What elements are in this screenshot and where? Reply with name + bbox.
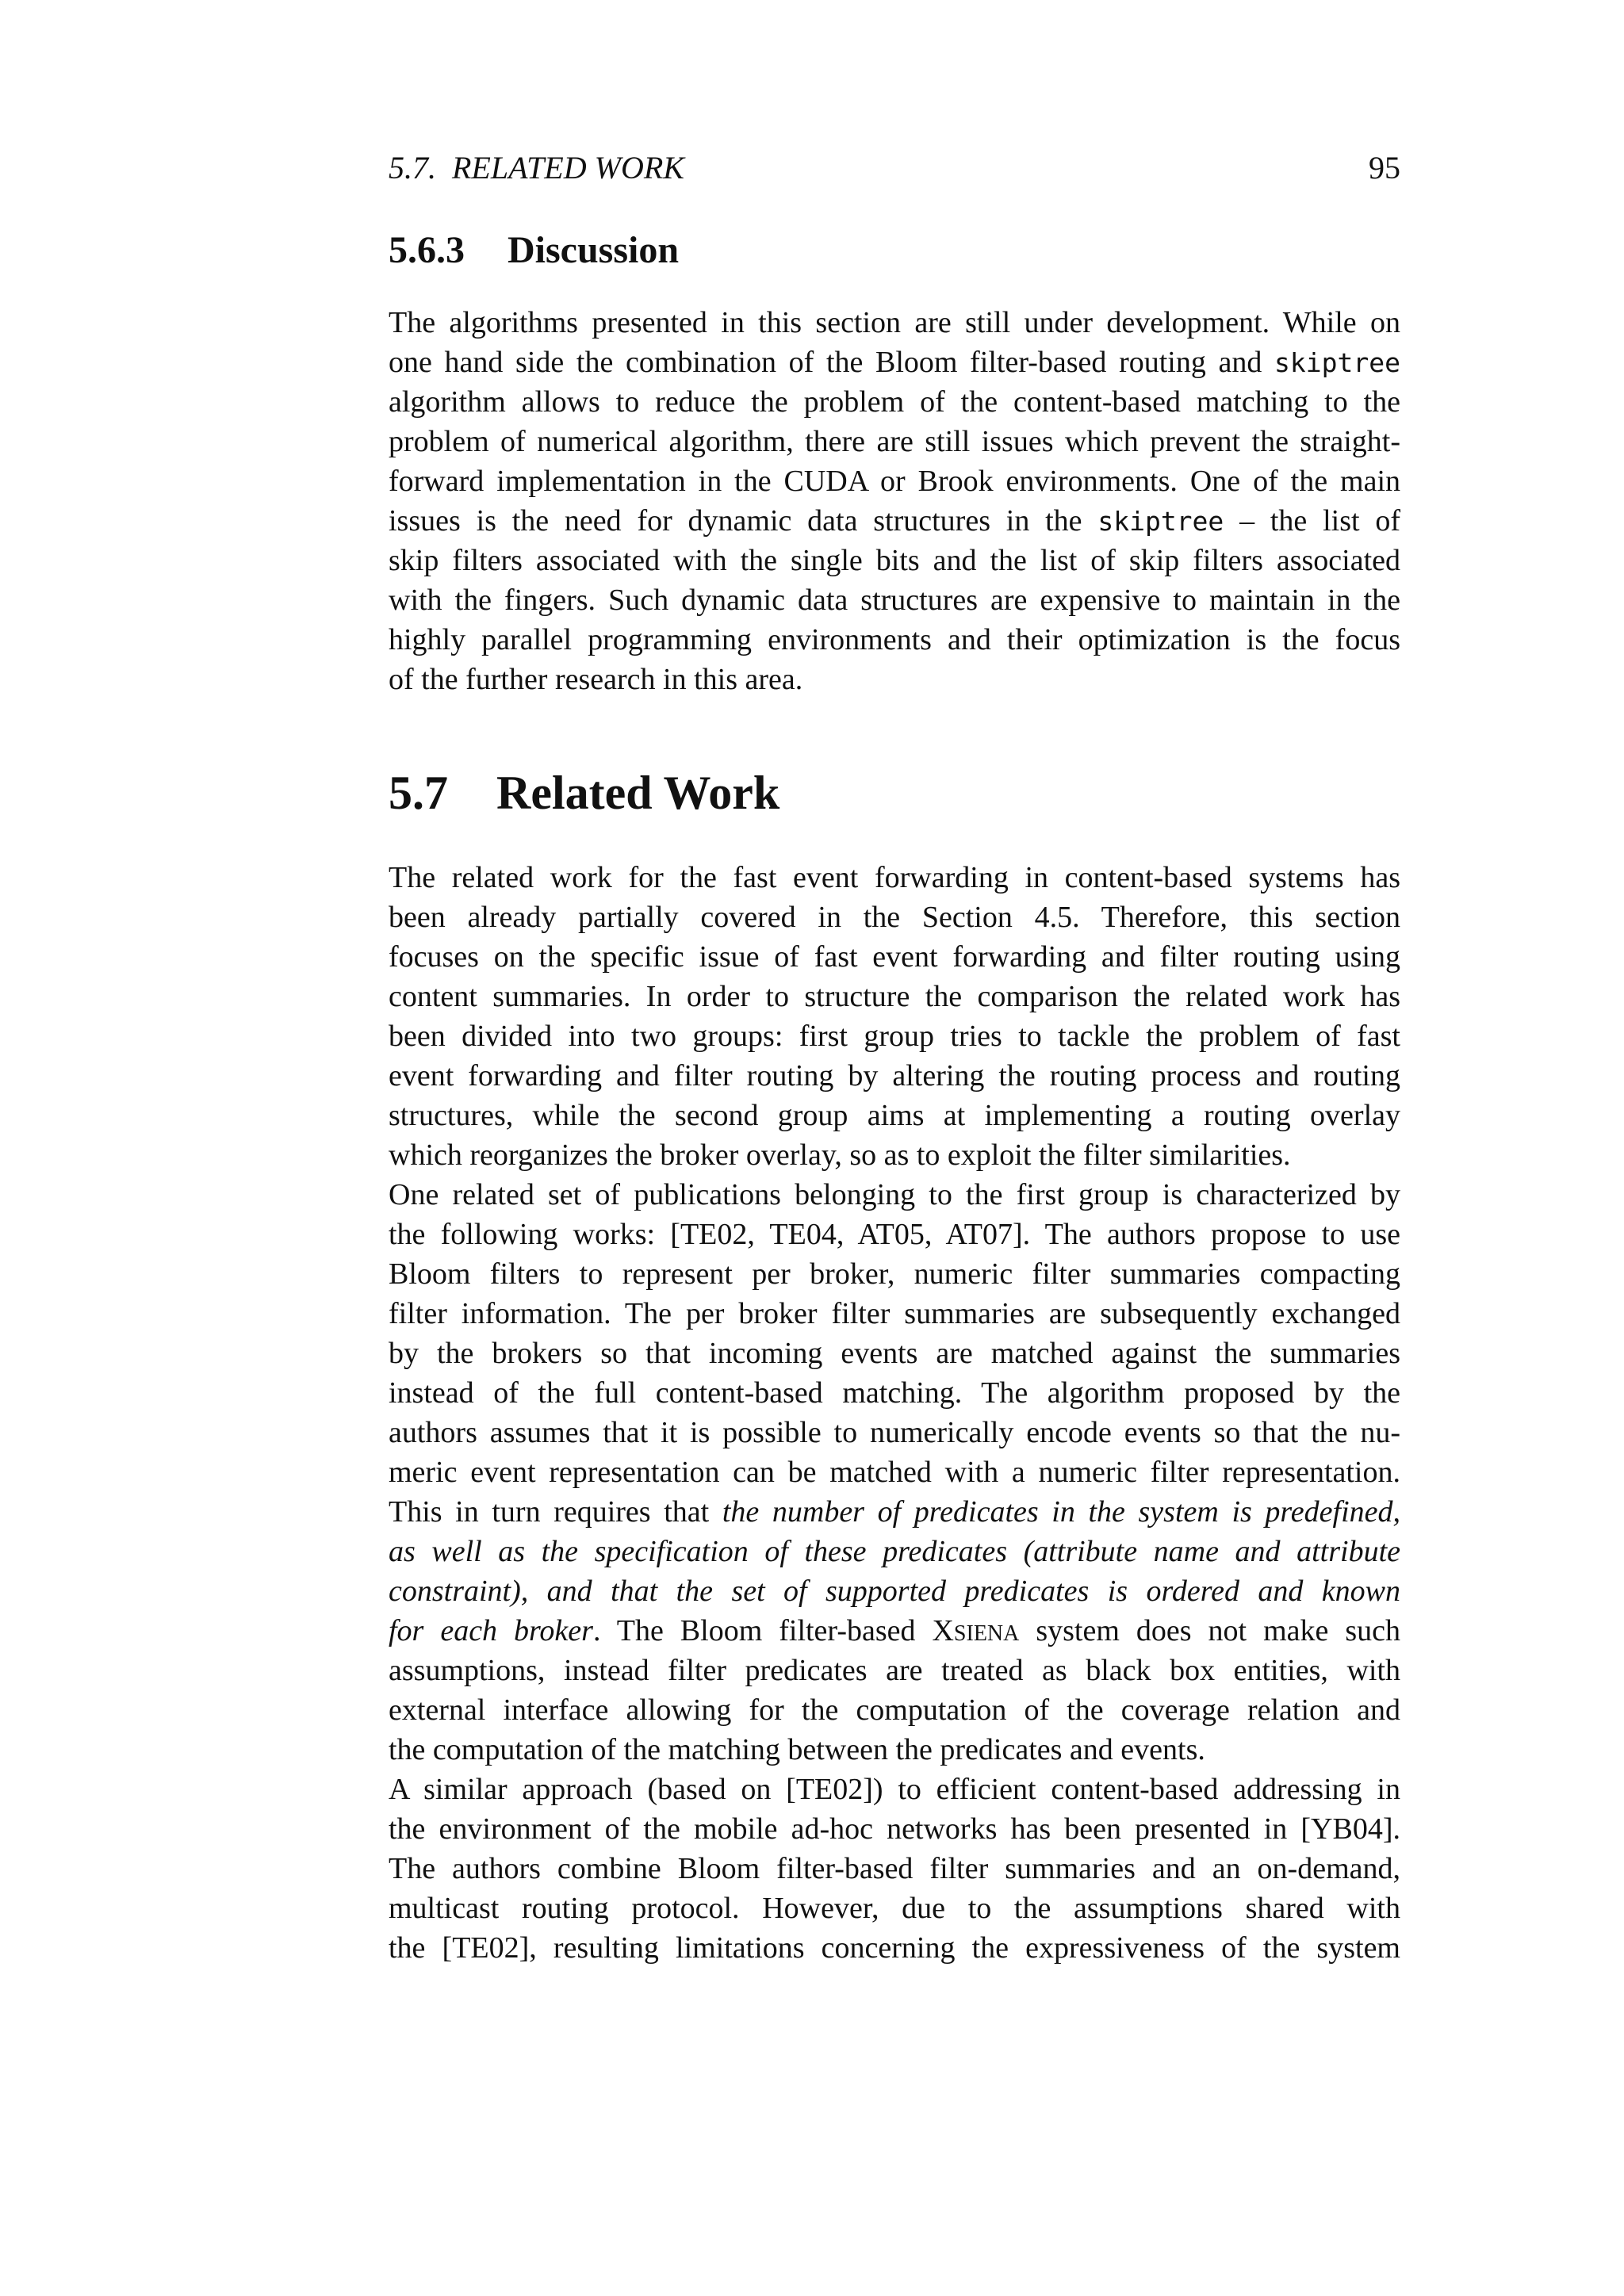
- text-line: skip filters associated with the single bits and the list of skip filters associated: [389, 544, 1400, 577]
- text-line: external interface allowing for the computation of the coverage relation and: [389, 1693, 1400, 1727]
- text-line: been divided into two groups: first group tries to tackle the problem of fast: [389, 1020, 1400, 1053]
- code-skiptree: skiptree: [1097, 506, 1224, 537]
- subsection-title: Discussion: [508, 229, 680, 271]
- text-line: One related set of publications belonging to the first group is characterized by: [389, 1178, 1400, 1211]
- text-line: the following works: [TE02, TE04, AT05, AT07]. The authors propose to use: [389, 1218, 1400, 1251]
- text-line: highly parallel programming environments and their optimization is the focus: [389, 623, 1400, 656]
- related-work-body: [389, 858, 1400, 1968]
- text-line: one hand side the combination of the Bloom filter-based routing and skiptree: [389, 346, 1400, 379]
- text-line: Bloom filters to represent per broker, numeric filter summaries compacting: [389, 1257, 1400, 1291]
- text-line: structures, while the second group aims at implementing a routing overlay: [389, 1099, 1400, 1132]
- text-line: problem of numerical algorithm, there are still issues which prevent the straight-: [389, 425, 1400, 458]
- text-line: assumptions, instead filter predicates are treated as black box entities, with: [389, 1654, 1400, 1687]
- text-line: meric event representation can be matched with a numeric filter representation.: [389, 1456, 1400, 1489]
- text-line: the computation of the matching between the predicates and events.: [389, 1733, 1205, 1766]
- text-line: the environment of the mobile ad-hoc networks has been presented in [YB04].: [389, 1812, 1400, 1846]
- running-header-title: 5.7. RELATED WORK: [389, 150, 684, 186]
- subsection-heading-discussion: [389, 227, 1400, 274]
- text-line: the [TE02], resulting limitations concerning the expressiveness of the system: [389, 1931, 1400, 1965]
- text-line: which reorganizes the broker overlay, so as to exploit the filter similarities.: [389, 1138, 1291, 1172]
- small-caps-siena: SIENA: [953, 1621, 1020, 1646]
- code-skiptree: skiptree: [1274, 347, 1400, 378]
- italic-quote: the number of predicates in the system is predefined,: [722, 1495, 1401, 1529]
- text-line: forward implementation in the CUDA or Brook environments. One of the main: [389, 465, 1400, 498]
- discussion-paragraph: [389, 303, 1400, 699]
- text-line: algorithm allows to reduce the problem of the content-based matching to the: [389, 385, 1400, 419]
- text-line: been already partially covered in the Section 4.5. Therefore, this section: [389, 901, 1400, 934]
- text-line: by the brokers so that incoming events are matched against the summaries: [389, 1337, 1400, 1370]
- text-line: focuses on the specific issue of fast event forwarding and filter routing using: [389, 940, 1400, 974]
- text-line: A similar approach (based on [TE02]) to efficient content-based addressing in: [389, 1773, 1400, 1806]
- section-heading-related-work: [389, 763, 1400, 823]
- running-header: [389, 147, 1400, 189]
- text-line: The algorithms presented in this section are still under development. While on: [389, 306, 1400, 339]
- text-line: issues is the need for dynamic data structures in the skiptree – the list of: [389, 504, 1400, 538]
- text-line: [389, 1571, 1400, 1611]
- text-line: event forwarding and filter routing by altering the routing process and routing: [389, 1059, 1400, 1093]
- text-line: with the fingers. Such dynamic data structures are expensive to maintain in the: [389, 584, 1400, 617]
- text-line: of the further research in this area.: [389, 663, 803, 696]
- text-line: filter information. The per broker filter summaries are subsequently exchanged: [389, 1297, 1400, 1330]
- page-number: 95: [1369, 150, 1400, 186]
- text-line: [389, 1532, 1400, 1571]
- italic-quote: constraint), and that the set of supported predicates is ordered and known: [389, 1575, 1400, 1608]
- italic-quote: for each broker: [389, 1614, 593, 1647]
- text-line: instead of the full content-based matching. The algorithm proposed by the: [389, 1376, 1400, 1410]
- text-line: authors assumes that it is possible to numerically encode events so that the nu-: [389, 1416, 1400, 1449]
- italic-quote: as well as the specification of these predicates (attribute name and attribute: [389, 1535, 1400, 1568]
- text-line: The authors combine Bloom filter-based filter summaries and an on-demand,: [389, 1852, 1400, 1885]
- text-line: content summaries. In order to structure the comparison the related work has: [389, 980, 1400, 1013]
- section-number: 5.7: [389, 767, 448, 819]
- text-line: The related work for the fast event forwarding in content-based systems has: [389, 861, 1400, 894]
- text-line: This in turn requires that the number of predicates in the system is predefined,: [389, 1495, 1401, 1529]
- text-line: for each broker. The Bloom filter-based XSIENA system does not make such: [389, 1614, 1400, 1647]
- section-title: Related Work: [496, 767, 780, 819]
- text-line: multicast routing protocol. However, due to the assumptions shared with: [389, 1892, 1400, 1925]
- subsection-number: 5.6.3: [389, 229, 465, 271]
